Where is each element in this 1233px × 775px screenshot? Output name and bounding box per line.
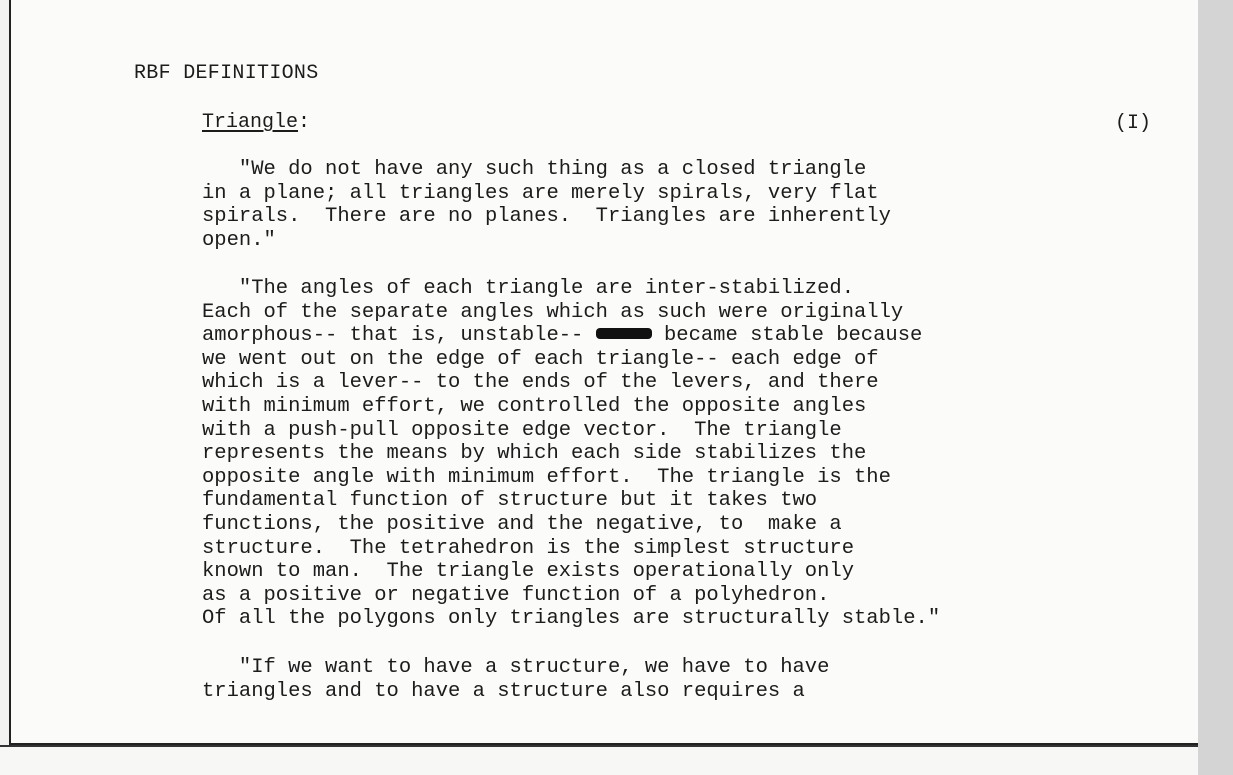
section-heading-colon: : [298, 111, 311, 134]
quote-paragraph-2-part-2: became stable because we went out on the edge of each triangle-- each edge of which is a lever-- to the ends of the levers, and there with minimum effort, we controlled the opposite angles with a push-pull opposite edge vector. The triangle represents the means by which each side stabilizes the opposite angle with minimum effort. The triangle is the fundamental function of structure but it takes two functions, the positive and the negative, to make a structure. The tetrahedron is the simplest structure known to man. The triangle exists operationally only as a positive or negative function of a polyhedron. Of all the polygons only triangles are structurally stable." [202, 324, 941, 631]
page-margin [1198, 0, 1233, 775]
section-heading-term: Triangle [202, 111, 299, 134]
quote-paragraph-1: "We do not have any such thing as a closed triangle in a plane; all triangles are merely spirals, very flat spirals. There are no planes. Triangles are inherently open." [202, 158, 891, 252]
quote-paragraph-2-part-1: "The angles of each triangle are inter-stabilized. Each of the separate angles which as such were originally amorphous-- that is, unstable-- [202, 277, 904, 348]
next-index-card-edge [0, 745, 1200, 775]
redaction-mark [596, 328, 652, 339]
card-header-title: RBF DEFINITIONS [134, 62, 319, 85]
section-heading [202, 111, 310, 134]
section-tag: (I) [1115, 112, 1152, 135]
quote-paragraph-2 [202, 277, 1102, 631]
quote-paragraph-3: "If we want to have a structure, we have to have triangles and to have a structure also requires a [202, 656, 830, 703]
